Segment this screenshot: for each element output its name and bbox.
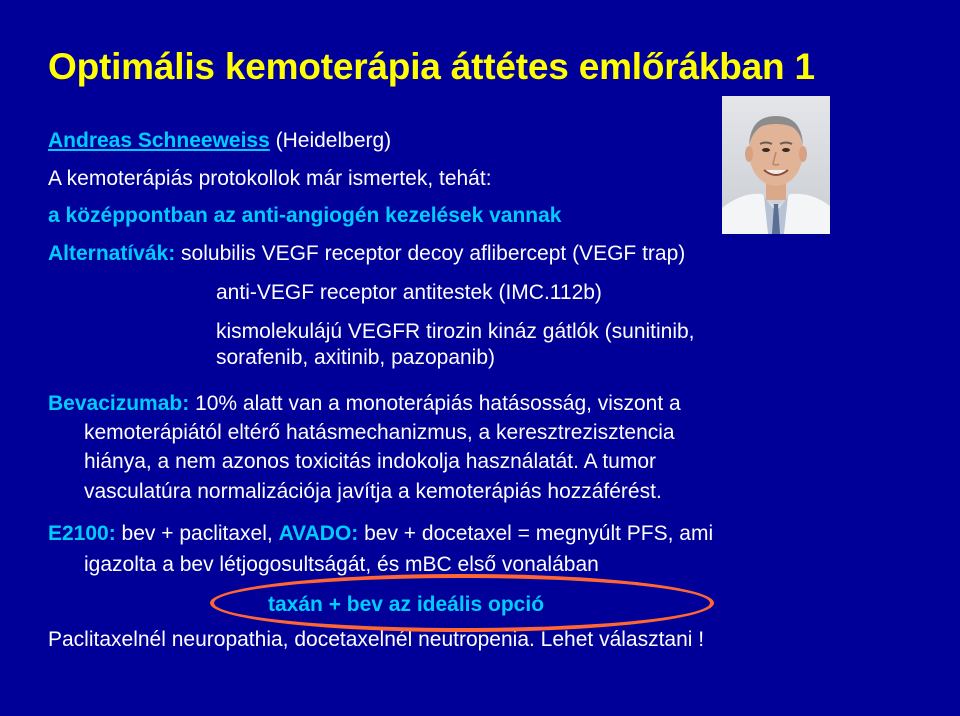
highlight-oval	[210, 574, 714, 632]
e2100-line2: igazolta a bev létjogosultságát, és mBC első vonalában	[84, 553, 599, 576]
alternatives-label: Alternatívák:	[48, 242, 176, 265]
speaker-portrait-icon	[722, 96, 830, 234]
bevacizumab-label: Bevacizumab:	[48, 392, 190, 415]
slide-title: Optimális kemoterápia áttétes emlőrákban 1	[48, 46, 815, 87]
e2100-line1	[48, 521, 713, 547]
alternatives-item3-line2: sorafenib, axitinib, pazopanib)	[216, 346, 496, 369]
e2100-text1: bev + paclitaxel,	[115, 522, 279, 545]
alternatives-item2: anti-VEGF receptor antitestek (IMC.112b)	[216, 281, 602, 304]
protocols-line: A kemoterápiás protokollok már ismertek, tehát:	[48, 167, 492, 190]
e2100-text2: bev + docetaxel = megnyúlt PFS, ami	[358, 522, 714, 545]
speaker-photo	[722, 96, 830, 234]
author-name: Andreas Schneeweiss	[48, 129, 270, 152]
avado-label: AVADO:	[278, 522, 359, 545]
bevacizumab-text1: 10% alatt van a monoterápiás hatásosság, viszont a	[189, 392, 681, 415]
closing-line: Paclitaxelnél neuropathia, docetaxelnél neutropenia. Lehet választani !	[48, 628, 705, 651]
bevacizumab-line2: kemoterápiától eltérő hatásmechanizmus, a keresztrezisztencia	[84, 421, 675, 444]
alternatives-item1: solubilis VEGF receptor decoy aflibercept (VEGF trap)	[175, 242, 686, 265]
alternatives-item3-line1: kismolekulájú VEGFR tirozin kináz gátlók (sunitinib,	[216, 320, 695, 343]
bevacizumab-line3: hiánya, a nem azonos toxicitás indokolja használatát. A tumor	[84, 450, 657, 473]
e2100-label: E2100:	[48, 522, 116, 545]
author-line	[48, 128, 391, 154]
alternatives-line	[48, 241, 685, 267]
bevacizumab-line1	[48, 391, 681, 417]
highlight-text: taxán + bev az ideális opció	[268, 593, 545, 616]
center-line: a középpontban az anti-angiogén kezelések vannak	[48, 204, 562, 227]
bevacizumab-line4: vasculatúra normalizációja javítja a kemoterápiás hozzáférést.	[84, 480, 662, 503]
author-affiliation: (Heidelberg)	[269, 129, 392, 152]
